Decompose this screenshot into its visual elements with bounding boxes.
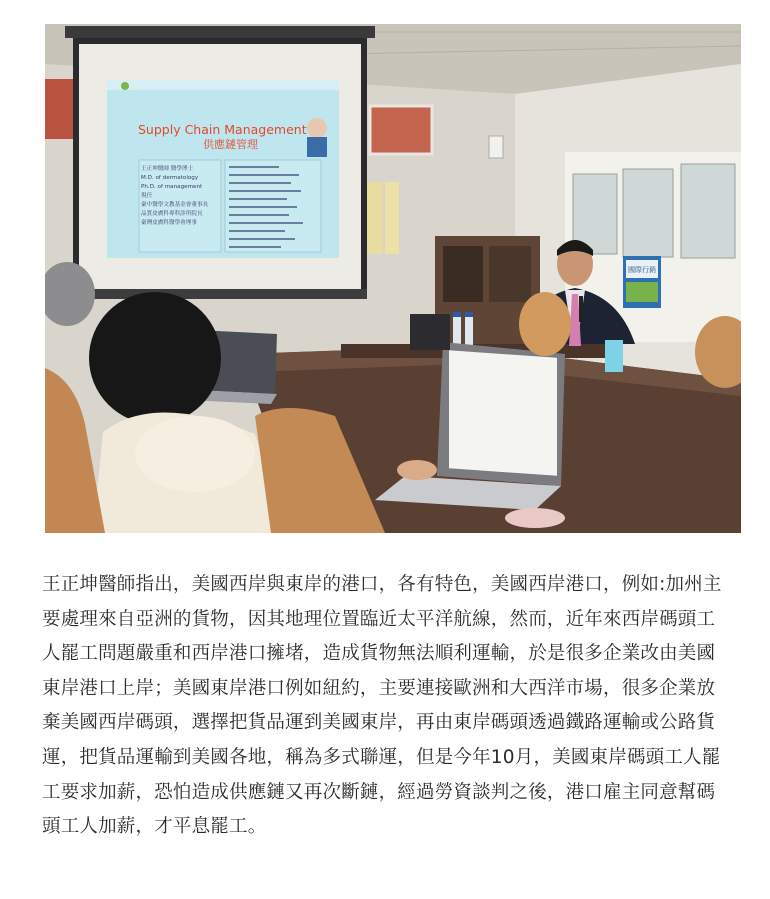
slide-credential-6: 品質皮膚科專科診所院長 [141, 211, 203, 217]
article-paragraph: 王正坤醫師指出，美國西岸與東岸的港口，各有特色，美國西岸港口，例如:加州主要處理來自亞洲的貨物，因其地理位置臨近太平洋航線，然而，近年來西岸碼頭工人罷工問題嚴重和西岸港口擁堵，造成貨物無法順利運輸，於是很多企業改由美國東岸港口上岸；美國東岸港口例如紐約，主要連接歐洲和大西洋市場，很多企業放棄美國西岸碼頭，選擇把貨品運到美國東岸，再由東岸碼頭透過鐵路運輸或公路貨運，把貨品運輸到美國各地，稱為多式聯運，但是今年10月，美國東岸碼頭工人罷工要求加薪，恐怕造成供應鏈又再次斷鏈，經過勞資談判之後，港口雇主同意幫碼頭工人加薪，才平息罷工。 [42, 574, 722, 838]
slide-credential-2: M.D. of dermatology [141, 175, 199, 181]
slide-title-en: Supply Chain Management [138, 122, 307, 137]
seminar-photo [45, 24, 741, 533]
slide-credential-3: Ph.D. of management [141, 184, 203, 190]
slide-credential-7: 臺灣皮膚科醫學會理事 [141, 220, 197, 226]
book-cover-text: 國際行銷 [628, 266, 656, 274]
slide-credential-4: 現任 [141, 193, 153, 199]
slide-title-zh: 供應鏈管理 [203, 138, 258, 151]
seminar-photo-illustration [45, 24, 741, 533]
slide-credential-5: 臺中醫學文教基金會董事長 [141, 202, 209, 208]
slide-credential-1: 王正坤醫師 醫學博士 [141, 166, 194, 172]
